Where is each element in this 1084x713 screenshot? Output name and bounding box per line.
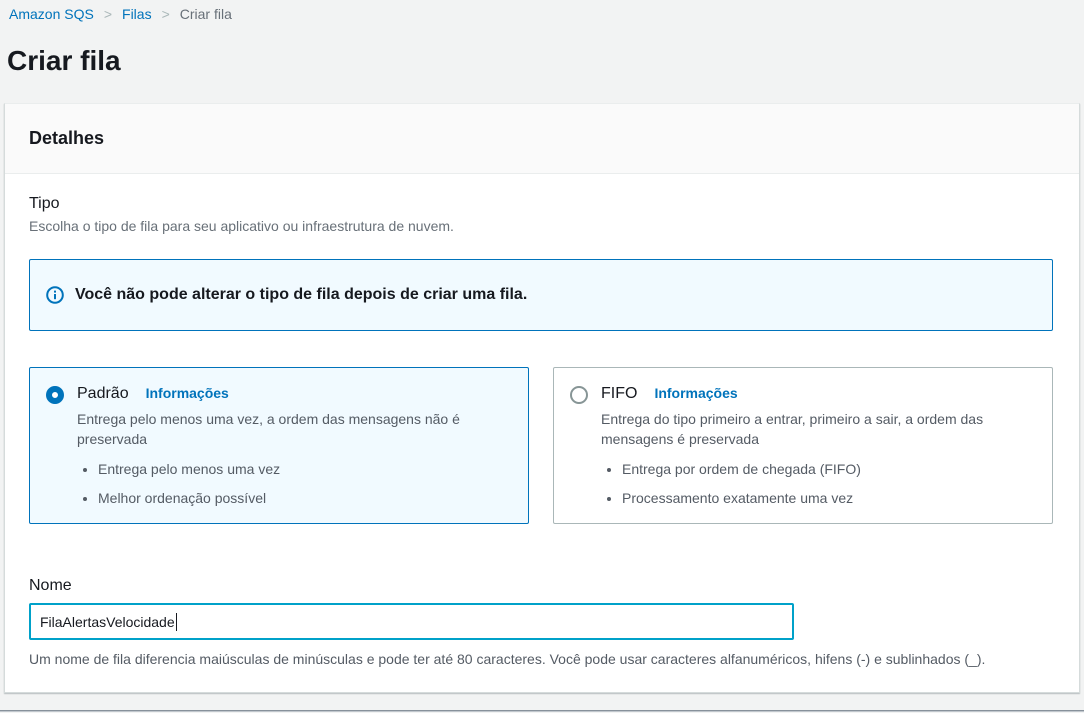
tile-standard-queue[interactable] xyxy=(29,367,529,524)
breadcrumb-current: Criar fila xyxy=(179,6,232,22)
fifo-queue-description: Entrega do tipo primeiro a entrar, primeiro a sair, a ordem das mensagens é preservada xyxy=(601,411,984,447)
fifo-queue-radio[interactable] xyxy=(570,386,588,404)
bullet-item: • Entrega por ordem de chegada (FIFO) xyxy=(622,460,1036,478)
name-field xyxy=(29,576,1053,668)
breadcrumb xyxy=(0,0,1084,22)
breadcrumb-link-amazon-sqs[interactable]: Amazon SQS xyxy=(9,6,94,22)
details-card xyxy=(4,103,1080,693)
breadcrumb-separator-icon: > xyxy=(161,6,170,22)
standard-info-link[interactable]: Informações xyxy=(145,385,229,401)
info-alert-text: Você não pode alterar o tipo de fila depois de criar uma fila. xyxy=(75,286,528,303)
fifo-queue-label: FIFO xyxy=(601,385,638,402)
type-label: Tipo xyxy=(29,195,60,212)
queue-type-options xyxy=(29,367,1053,524)
fifo-info-link[interactable]: Informações xyxy=(654,385,738,401)
info-icon xyxy=(46,286,64,304)
text-cursor xyxy=(176,613,177,631)
type-field xyxy=(29,194,1053,235)
tile-fifo-content xyxy=(601,384,1036,507)
bullet-item: • Melhor ordenação possível xyxy=(98,489,512,507)
type-description: Escolha o tipo de fila para seu aplicativo ou infraestrutura de nuvem. xyxy=(29,218,454,234)
details-card-header: Detalhes xyxy=(5,104,1079,174)
details-card-body xyxy=(5,174,1079,692)
breadcrumb-link-filas[interactable]: Filas xyxy=(122,6,152,22)
bullet-item: • Entrega pelo menos uma vez xyxy=(98,460,512,478)
queue-name-input[interactable] xyxy=(29,603,794,640)
name-helper-text: Um nome de fila diferencia maiúsculas de minúsculas e pode ter até 80 caracteres. Você pode usar caracteres alfanuméricos, hifens (-) e sublinhados (_). xyxy=(29,651,986,667)
bottom-divider xyxy=(0,710,1084,712)
queue-name-value: FilaAlertasVelocidade xyxy=(40,613,175,630)
bullet-item: • Processamento exatamente uma vez xyxy=(622,489,1036,507)
breadcrumb-separator-icon: > xyxy=(103,6,113,22)
info-alert xyxy=(29,259,1053,331)
page-title: Criar fila xyxy=(7,45,121,76)
standard-queue-description: Entrega pelo menos uma vez, a ordem das mensagens não é preservada xyxy=(77,411,460,447)
tile-fifo-queue[interactable] xyxy=(553,367,1053,524)
standard-queue-radio[interactable] xyxy=(46,386,64,404)
tile-standard-content xyxy=(77,384,512,507)
fifo-queue-bullets xyxy=(601,460,1036,507)
standard-queue-bullets xyxy=(77,460,512,507)
standard-queue-label: Padrão xyxy=(77,385,129,402)
name-label: Nome xyxy=(29,577,72,594)
